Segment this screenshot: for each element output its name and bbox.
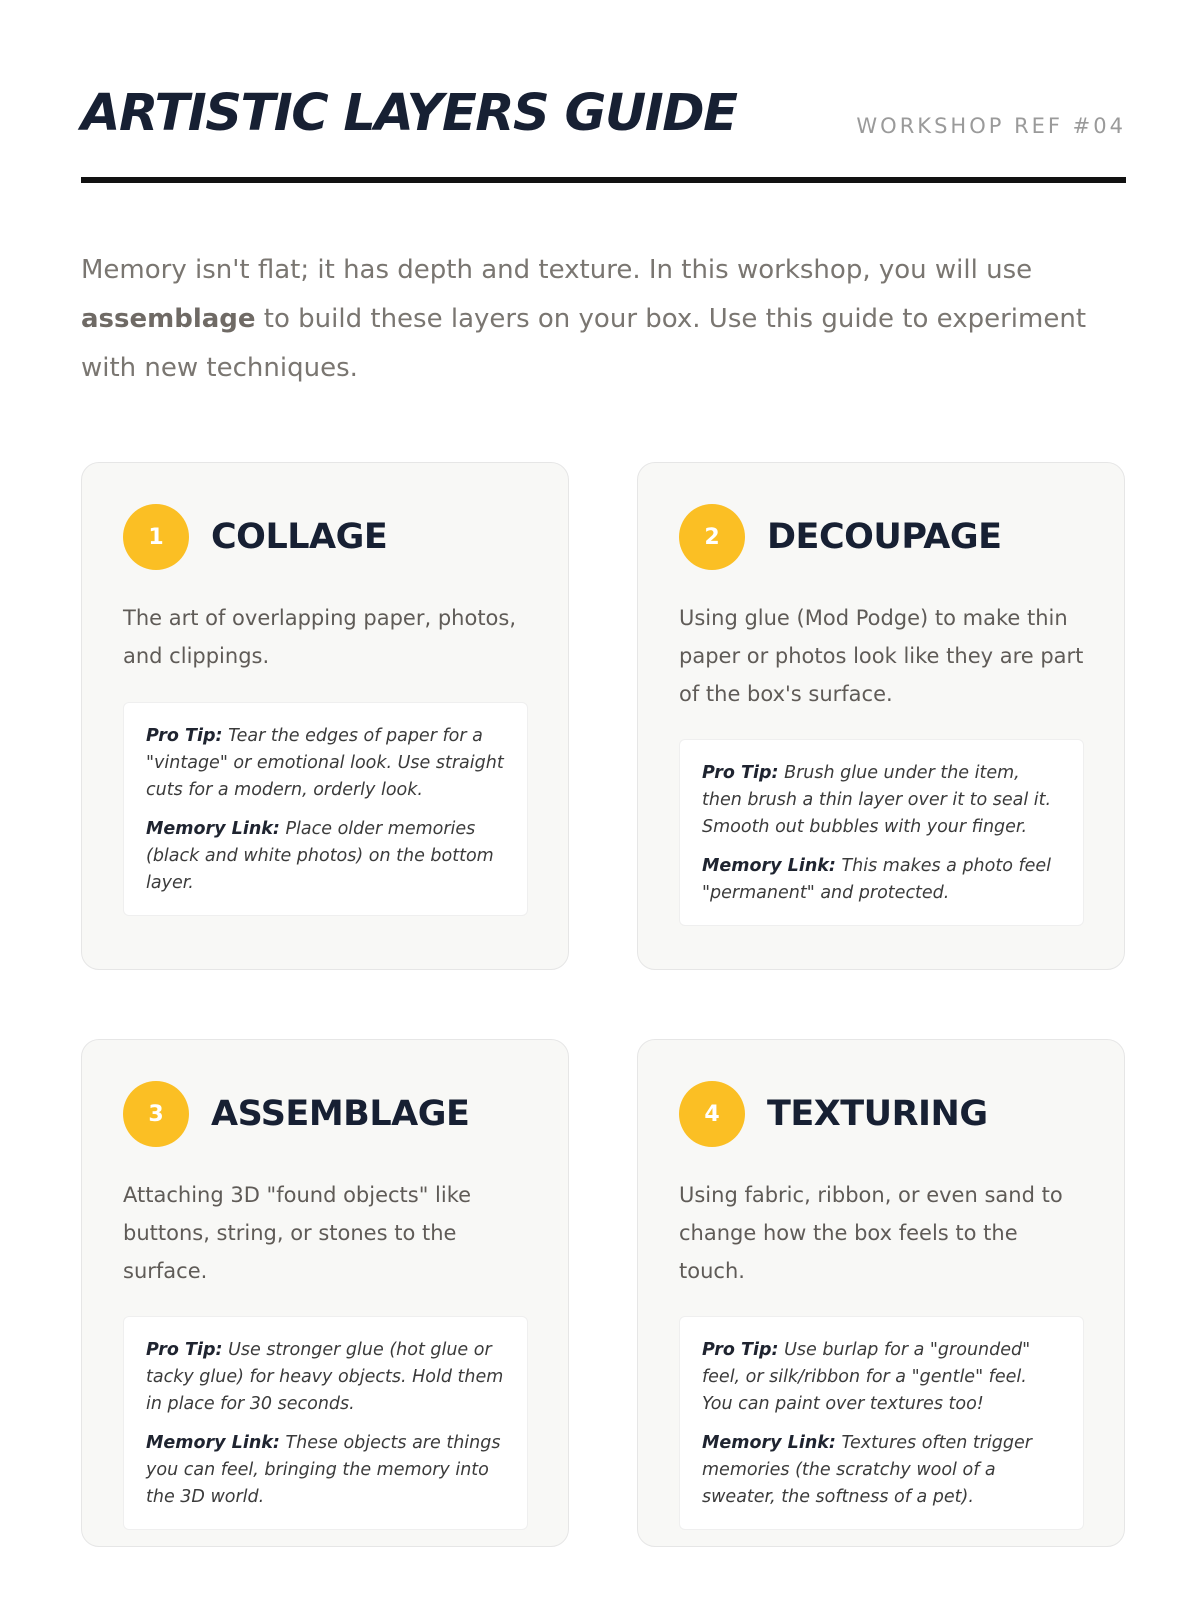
pro-tip-label: Pro Tip: (146, 726, 223, 746)
tip-box (123, 1316, 528, 1530)
step-number-badge: 3 (123, 1081, 189, 1147)
pro-tip-label: Pro Tip: (702, 1340, 779, 1360)
card-description: Attaching 3D "found objects" like buttons, string, or stones to the surface. (123, 1183, 472, 1283)
pro-tip-text: Tear the edges of paper for a "vintage" or emotional look. Use straight cuts for a modern, orderly look. (146, 726, 504, 800)
card-title: DECOUPAGE (767, 517, 1002, 557)
technique-card-assemblage (81, 1039, 569, 1547)
tip-box (123, 702, 528, 916)
intro-emphasis: assemblage (81, 304, 256, 334)
intro-paragraph (81, 246, 1126, 393)
pro-tip-text: Brush glue under the item, then brush a thin layer over it to seal it. Smooth out bubbles with your finger. (702, 763, 1052, 837)
pro-tip (702, 760, 1062, 841)
pro-tip-text: Use burlap for a "grounded" feel, or silk/ribbon for a "gentle" feel. You can paint over textures too! (702, 1340, 1031, 1414)
tip-box (679, 1316, 1084, 1530)
memory-link (146, 816, 506, 897)
card-header (123, 1081, 469, 1147)
memory-link-label: Memory Link: (146, 1433, 280, 1453)
technique-card-collage (81, 462, 569, 970)
memory-link-text: Textures often trigger memories (the scratchy wool of a sweater, the softness of a pet). (702, 1433, 1032, 1507)
card-title: ASSEMBLAGE (211, 1094, 470, 1134)
memory-link-text: These objects are things you can feel, bringing the memory into the 3D world. (146, 1433, 501, 1507)
pro-tip (146, 723, 506, 804)
pro-tip (146, 1337, 506, 1418)
step-number-badge: 4 (679, 1081, 745, 1147)
memory-link-label: Memory Link: (702, 1433, 836, 1453)
card-title: TEXTURING (767, 1094, 988, 1134)
card-header (679, 504, 1001, 570)
step-number-badge: 2 (679, 504, 745, 570)
pro-tip-label: Pro Tip: (702, 763, 779, 783)
page-title: ARTISTIC LAYERS GUIDE (81, 84, 737, 143)
card-description: Using glue (Mod Podge) to make thin paper or photos look like they are part of the box's surface. (679, 606, 1084, 706)
memory-link-text: This makes a photo feel "permanent" and protected. (702, 856, 1052, 903)
card-description: The art of overlapping paper, photos, and clippings. (123, 606, 517, 668)
step-number-badge: 1 (123, 504, 189, 570)
intro-text-end: to build these layers on your box. Use this guide to experiment with new techniques. (81, 304, 1087, 383)
guide-page (81, 0, 1126, 1600)
technique-card-texturing (637, 1039, 1125, 1547)
memory-link-text: Place older memories (black and white photos) on the bottom layer. (146, 819, 494, 893)
memory-link (702, 1430, 1062, 1511)
memory-link-label: Memory Link: (702, 856, 836, 876)
pro-tip-text: Use stronger glue (hot glue or tacky glue) for heavy objects. Hold them in place for 30 seconds. (146, 1340, 504, 1414)
pro-tip (702, 1337, 1062, 1418)
card-description: Using fabric, ribbon, or even sand to change how the box feels to the touch. (679, 1183, 1063, 1283)
intro-text-start: Memory isn't flat; it has depth and texture. In this workshop, you will use (81, 255, 1033, 285)
page-header (81, 78, 1126, 183)
memory-link (146, 1430, 506, 1511)
pro-tip-label: Pro Tip: (146, 1340, 223, 1360)
tip-box (679, 739, 1084, 926)
memory-link (702, 853, 1062, 907)
workshop-reference: WORKSHOP REF #04 (856, 114, 1126, 138)
card-header (123, 504, 387, 570)
memory-link-label: Memory Link: (146, 819, 280, 839)
technique-card-decoupage (637, 462, 1125, 970)
card-header (679, 1081, 988, 1147)
card-title: COLLAGE (211, 517, 388, 557)
